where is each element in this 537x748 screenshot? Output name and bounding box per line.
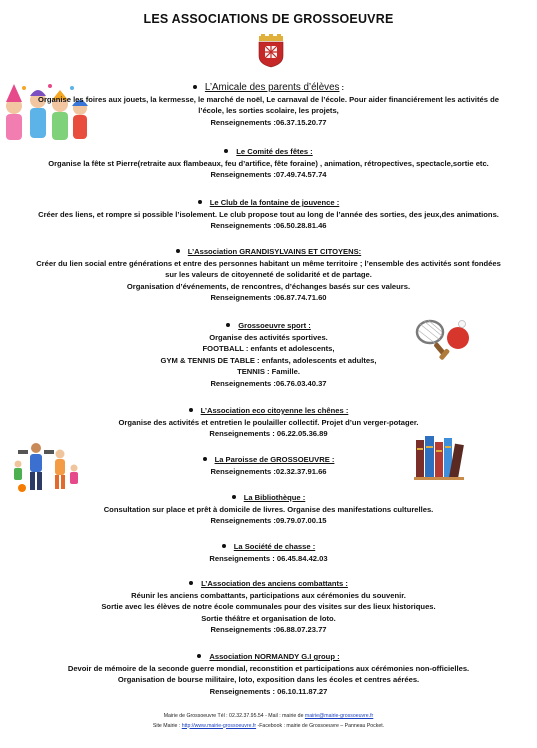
association-grandisylvains: [20, 246, 517, 304]
association-anciens-combattants: [20, 578, 517, 636]
association-name: L’Association des anciens combattants :: [201, 579, 348, 588]
association-grossoeuvre-sport: [20, 320, 517, 390]
footer-social-text: -Facebook : mairie de Grossoeuvre – Panneau Pocket.: [256, 722, 385, 729]
association-description: sur les valeurs de citoyenneté de solidarité et de partage.: [165, 270, 372, 280]
association-name: L’Association GRANDISYLVAINS ET CITOYENS:: [187, 247, 362, 256]
bullet-icon: [193, 85, 197, 89]
association-name: L’Association eco citoyenne les chênes :: [200, 406, 349, 415]
bullet-icon: [189, 408, 193, 412]
association-name-suffix: :: [339, 83, 345, 92]
bullet-icon: [176, 249, 180, 253]
association-description: Créer du lien social entre générations et entre des personnes habitant un même territoire ; l’ensemble des activités sont fondées: [36, 258, 501, 268]
bullet-icon: [197, 654, 201, 658]
association-description: l’école, les sorties scolaire, les projets,: [198, 106, 339, 116]
association-name: L’Amicale des parents d’élèves: [204, 82, 340, 93]
footer-contact-line: [0, 712, 537, 722]
association-paroisse: [20, 454, 517, 477]
footer-contact-text: Mairie de Grossoeuvre Tél : 02.32.37.95.54 - Mail : mairie de: [163, 713, 305, 719]
mairie-email-link[interactable]: mairie@mairie-grossoeuvre.fr: [304, 713, 374, 719]
association-description: Devoir de mémoire de la seconde guerre mondial, reconstition et participations aux cérémonies non-officielles.: [67, 663, 470, 673]
association-phone: Renseignements :07.49.74.57.74: [210, 170, 327, 180]
page-title: LES ASSOCIATIONS DE GROSSOEUVRE: [143, 12, 394, 26]
association-description: Organise des activités et entretien le poulailler collectif. Projet d’un verger-potager.: [118, 417, 419, 427]
association-bibliotheque: [20, 492, 517, 527]
association-phone: Renseignements :09.79.07.00.15: [210, 516, 327, 526]
association-description: GYM & TENNIS DE TABLE : enfants, adolescents et adultes,: [160, 355, 377, 365]
association-description: Organise les foires aux jouets, la kermesse, le marché de noël, Le carnaval de l’école. Pour aider financiérement les activités de: [38, 94, 499, 104]
association-name: La Bibliothèque :: [243, 493, 306, 502]
association-phone: Renseignements : 06.10.11.87.27: [209, 686, 328, 696]
association-name: La Paroisse de GROSSOEUVRE :: [214, 455, 335, 464]
association-phone: Renseignements :02.32.37.91.66: [210, 466, 327, 476]
association-phone: Renseignements :06.76.03.40.37: [210, 378, 327, 388]
association-comite-fetes: [20, 146, 517, 181]
association-description: Réunir les anciens combattants, participations aux cérémonies du souvenir.: [131, 590, 406, 600]
footer-site-line: [0, 722, 537, 732]
association-name: Grossoeuvre sport :: [238, 321, 311, 330]
association-eco-citoyenne-chenes: [20, 405, 517, 440]
association-phone: Renseignements :06.37.15.20.77: [210, 117, 327, 127]
bullet-icon: [198, 200, 202, 204]
association-description: Sortie avec les élèves de notre école communales pour des visites sur des lieux historiques.: [101, 602, 436, 612]
association-societe-chasse: [20, 541, 517, 564]
page-footer: [0, 712, 537, 731]
association-name: Le Comité des fêtes :: [236, 147, 313, 156]
association-description: Sortie théâtre et organisation de loto.: [201, 613, 336, 623]
association-club-fontaine-jouvence: [20, 197, 517, 232]
association-description: Consultation sur place et prêt à domicile de livres. Organise des manifestations culturelles.: [103, 504, 434, 514]
bullet-icon: [189, 581, 193, 585]
association-phone: Renseignements :06.87.74.71.60: [210, 293, 327, 303]
association-phone: Renseignements :06.50.28.81.46: [210, 221, 327, 231]
footer-site-label: Site Mairie :: [152, 722, 182, 729]
association-description: Organise la fête st Pierre(retraite aux flambeaux, feu d’artifice, fête foraine) , animation, rétropectives, spectacle,sortie etc.: [48, 158, 489, 168]
bullet-icon: [226, 323, 230, 327]
association-normandy-gi-group: [20, 651, 517, 697]
town-crest-icon: [256, 34, 286, 68]
bullet-icon: [222, 544, 226, 548]
association-name: Association NORMANDY G.I group :: [209, 652, 340, 661]
association-description: Organisation de bourse militaire, loto, exposition dans les écoles et centres aérées.: [117, 675, 420, 685]
association-name: La Société de chasse :: [233, 542, 316, 551]
association-amicale-parents: [20, 82, 517, 128]
association-description: TENNIS : Famille.: [237, 367, 300, 377]
association-description: FOOTBALL : enfants et adolescents,: [202, 344, 335, 354]
association-name: Le Club de la fontaine de jouvence :: [209, 198, 340, 207]
association-description: Créer des liens, et rompre si possible l’isolement. Le club propose tout au long de l’année des sorties, des jeux,des animations.: [38, 209, 499, 219]
association-phone: Renseignements :06.88.07.23.77: [210, 625, 327, 635]
association-description: Organise des activités sportives.: [209, 332, 328, 342]
bullet-icon: [203, 457, 207, 461]
mairie-website-link[interactable]: http://www.mairie-grossoeuvre.fr: [181, 722, 257, 729]
association-description: Organisation d’événements, de rencontres, d’échanges basés sur ces valeurs.: [126, 281, 411, 291]
bullet-icon: [224, 149, 228, 153]
association-phone: Renseignements : 06.45.84.42.03: [209, 553, 328, 563]
bullet-icon: [232, 495, 236, 499]
association-phone: Renseignements : 06.22.05.36.89: [209, 429, 328, 439]
